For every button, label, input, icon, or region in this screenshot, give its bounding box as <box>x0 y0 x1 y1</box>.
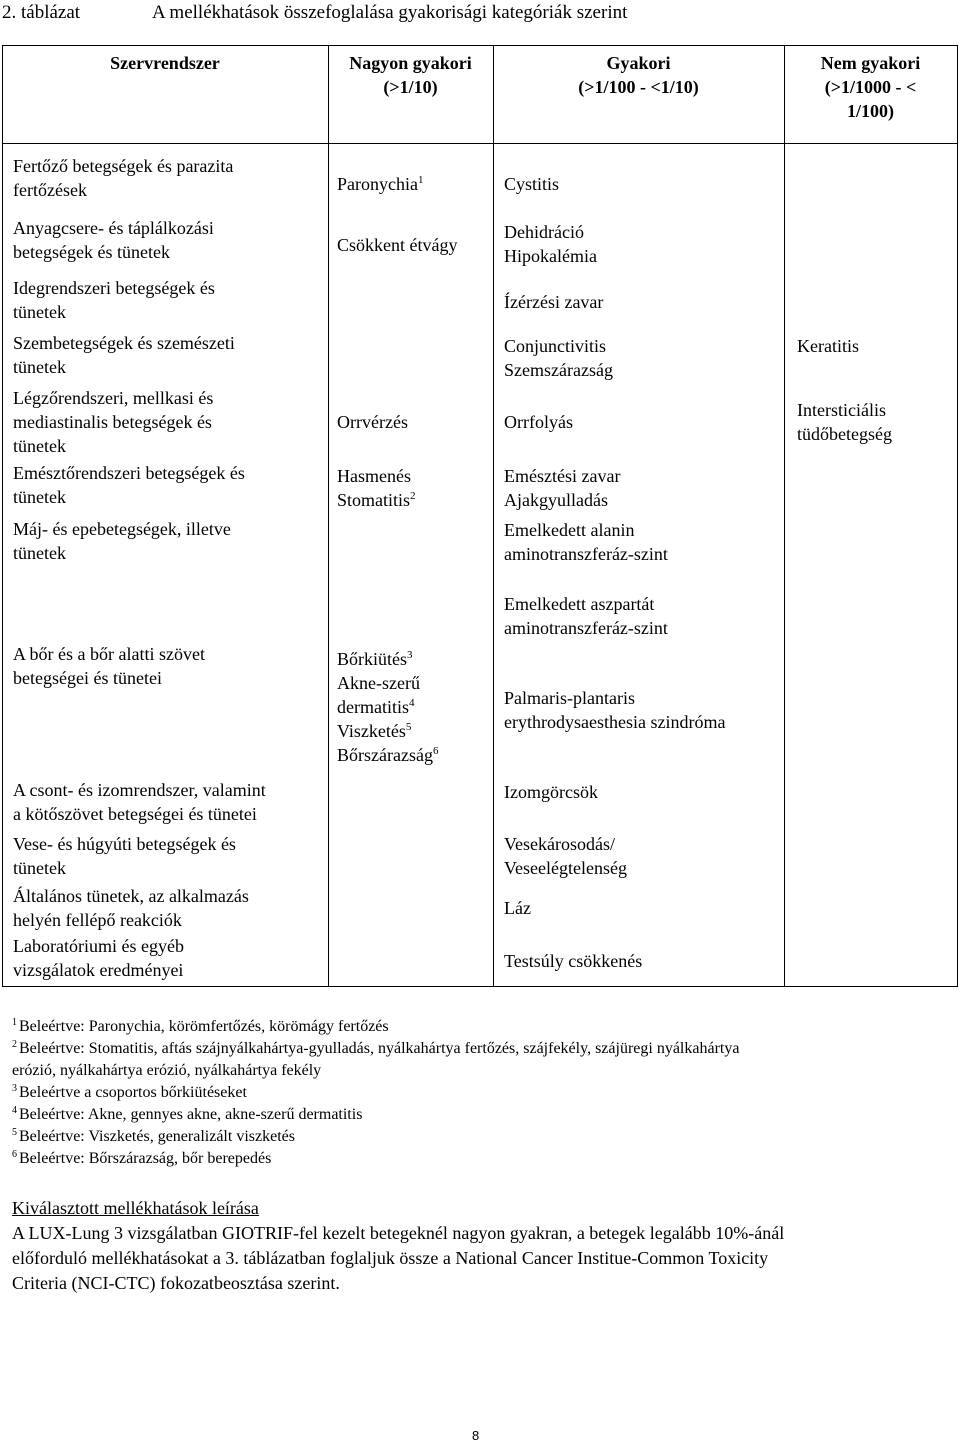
footnote: $^2$ Beleértve: Stomatitis, aftás szájnyálkahártya-gyulladás, nyálkahártya fertőzés, szájfekély, szájüregi nyálkahártya <box>12 1038 740 1057</box>
header-divider <box>2 143 957 144</box>
common-cell: Testsúly csökkenés <box>504 951 643 971</box>
table-row: Máj- és epebetegségek, illetve tünetek <box>13 519 231 563</box>
very-common-cell: Orrvérzés <box>337 412 408 432</box>
very-common-cell: Bőrkiütés$^3$ Akne-szerű dermatitis$^4$ Viszketés$^5$ Bőrszárazság$^6$ <box>337 649 439 765</box>
common-cell: Palmaris-plantaris erythrodysaesthesia szindróma <box>504 688 726 732</box>
common-cell: Emelkedett alanin aminotranszferáz-szint <box>504 520 668 564</box>
page-number: 8 <box>472 1428 480 1443</box>
footnote: $^4$ Beleértve: Akne, gennyes akne, akne-szerű dermatitis <box>12 1104 363 1123</box>
table-border-left <box>2 45 3 987</box>
common-cell: Orrfolyás <box>504 412 573 432</box>
section-paragraph: A LUX-Lung 3 vizsgálatban GIOTRIF-fel kezelt betegeknél nagyon gyakran, a betegek legalább 10%-ánál előforduló mellékhatásokat a 3. táblázatban foglaljuk össze a National Cancer Institue-Common Toxicity Criteria (NCI-CTC) fokozatbeosztása szerint. <box>12 1223 785 1293</box>
table-row: Idegrendszeri betegségek és tünetek <box>13 278 215 322</box>
common-cell: Emelkedett aszpartát aminotranszferáz-szint <box>504 594 668 638</box>
table-border-top <box>2 45 957 46</box>
footnote: $^1$ Beleértve: Paronychia, körömfertőzés, körömágy fertőzés <box>12 1016 389 1035</box>
common-cell: Emésztési zavar Ajakgyulladás <box>504 466 621 510</box>
very-common-cell: Paronychia$^1$ <box>337 174 424 194</box>
very-common-cell: Csökkent étvágy <box>337 235 458 255</box>
footnote: $^6$ Beleértve: Bőrszárazság, bőr berepedés <box>12 1148 272 1167</box>
common-cell: Láz <box>504 898 531 918</box>
footnotes <box>12 1016 952 1170</box>
table-border-bottom <box>2 986 957 987</box>
table-row: Általános tünetek, az alkalmazás helyén fellépő reakciók <box>13 886 249 930</box>
common-cell: Ízérzési zavar <box>504 292 604 312</box>
common-cell: Vesekárosodás/ Veseelégtelenség <box>504 834 627 878</box>
table-caption <box>0 0 960 30</box>
common-cell: Izomgörcsök <box>504 782 598 802</box>
column-divider <box>784 45 785 987</box>
table-row: A csont- és izomrendszer, valamint a kötőszövet betegségei és tünetei <box>13 780 266 824</box>
very-common-cell: Hasmenés Stomatitis$^2$ <box>337 466 416 510</box>
uncommon-cell: Keratitis <box>797 336 859 356</box>
section-heading: Kiválasztott mellékhatások leírása <box>12 1198 259 1218</box>
common-cell: Dehidráció Hipokalémia <box>504 222 597 266</box>
table-title: A mellékhatások összefoglalása gyakorisági kategóriák szerint <box>152 2 628 23</box>
table-row: Emésztőrendszeri betegségek és tünetek <box>13 463 245 507</box>
table-row: Légzőrendszeri, mellkasi és mediastinalis betegségek és tünetek <box>13 388 214 456</box>
header-very-common: Nagyon gyakori (>1/10) <box>349 53 472 97</box>
header-uncommon: Nem gyakori (>1/1000 - < 1/100) <box>820 53 921 121</box>
column-divider <box>493 45 494 987</box>
common-cell: Conjunctivitis Szemszárazság <box>504 336 613 380</box>
footnote: erózió, nyálkahártya erózió, nyálkahártya fekély <box>12 1062 322 1079</box>
table-border-right <box>957 45 958 987</box>
common-cell: Cystitis <box>504 174 560 194</box>
table-row: Laboratóriumi és egyéb vizsgálatok eredményei <box>13 936 184 980</box>
header-common: Gyakori (>1/100 - <1/10) <box>578 53 699 97</box>
table-row: Vese- és húgyúti betegségek és tünetek <box>13 834 236 878</box>
table-row: Anyagcsere- és táplálkozási betegségek és tünetek <box>13 218 214 262</box>
table-row: Szembetegségek és szemészeti tünetek <box>13 333 235 377</box>
column-divider <box>328 45 329 987</box>
selected-adverse-reactions-section <box>12 1196 952 1296</box>
table-row: Fertőző betegségek és parazita fertőzések <box>13 156 234 200</box>
footnote: $^5$ Beleértve: Viszketés, generalizált viszketés <box>12 1126 295 1145</box>
header-organ-system: Szervrendszer <box>110 53 220 73</box>
footnote: $^3$ Beleértve a csoportos bőrkiütéseket <box>12 1082 247 1101</box>
table-row: A bőr és a bőr alatti szövet betegségei és tünetei <box>13 644 205 688</box>
uncommon-cell: Intersticiális tüdőbetegség <box>797 400 892 444</box>
table-number: 2. táblázat <box>2 2 81 23</box>
